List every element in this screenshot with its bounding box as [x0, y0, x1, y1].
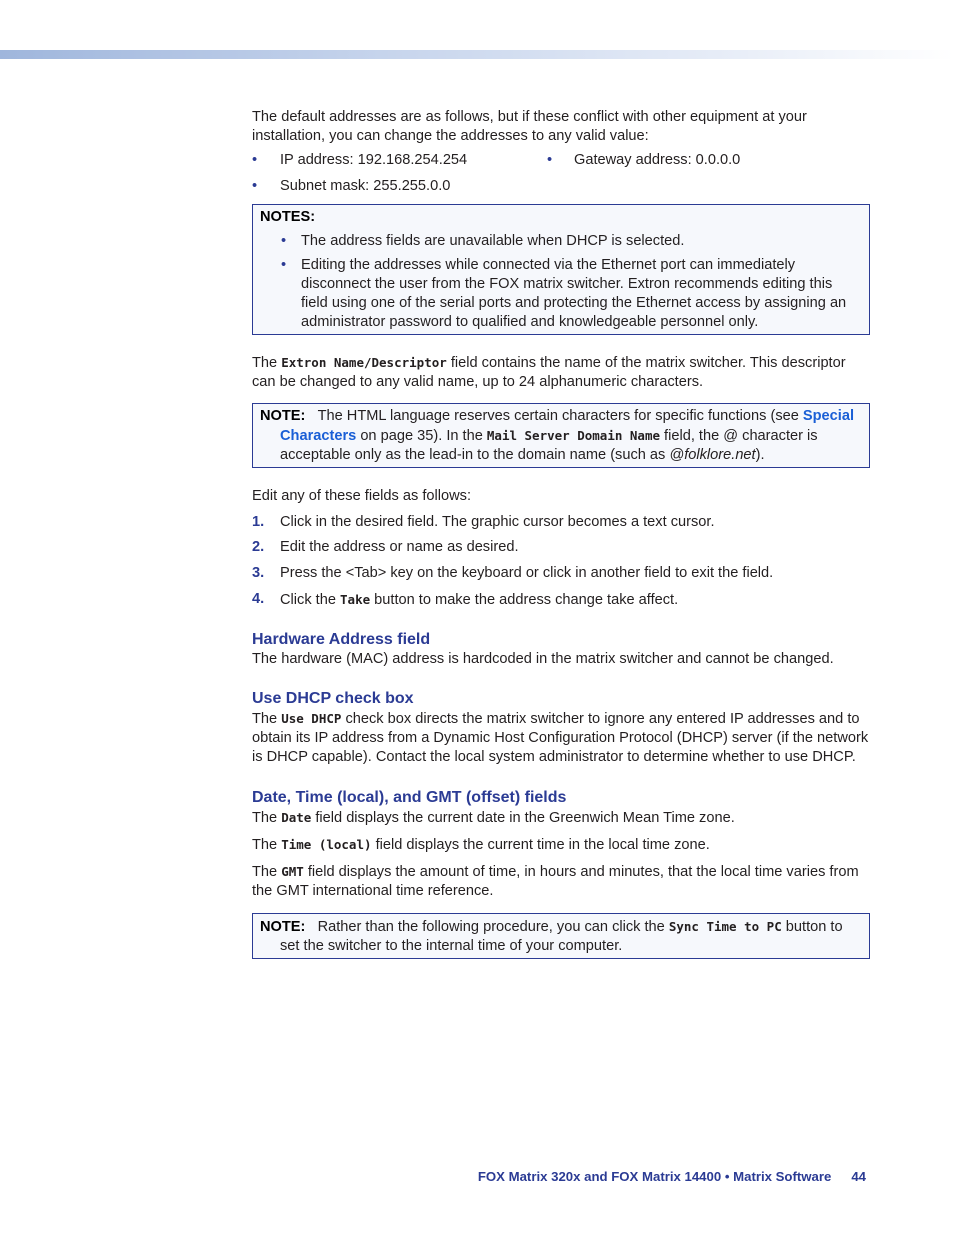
field-name: Take: [340, 592, 371, 607]
date-text: The Date field displays the current date in the Greenwich Mean Time zone.: [252, 810, 735, 826]
step-number: 3.: [252, 565, 265, 581]
field-name: Date: [281, 810, 312, 825]
bullet-icon: •: [547, 152, 553, 168]
defaults-row-1: [252, 151, 870, 170]
step-text: Click in the desired field. The graphic cursor becomes a text cursor.: [280, 514, 715, 530]
step-item: [252, 590, 870, 610]
field-name: Time (local): [281, 837, 372, 852]
intro-paragraph: The default addresses are as follows, but if these conflict with other equipment at your installation, you can change the addresses to any valid value:: [252, 109, 807, 144]
gmt-text: The GMT field displays the amount of time, in hours and minutes, that the local time varies from the GMT international time reference.: [252, 864, 859, 899]
default-ip: IP address: 192.168.254.254: [280, 152, 468, 168]
field-name: Mail Server Domain Name: [486, 428, 660, 443]
field-name: GMT: [281, 864, 304, 879]
dhcp-heading: Use DHCP check box: [252, 690, 414, 707]
note-box-sync-time: NOTE: Rather than the following procedure, you can click the Sync Time to PC button to set the switcher to the internal time of your computer.: [252, 913, 870, 959]
step-item: [252, 513, 870, 532]
note-item: [260, 256, 861, 332]
step-text: Edit the address or name as desired.: [280, 539, 519, 555]
step-item: [252, 564, 870, 583]
note-box-html-chars: NOTE: The HTML language reserves certain characters for specific functions (see Special Characters on page 35). In the Mail Server Domain Name field, the @ character is acceptable only as the lead-in to the domain name (such as @folklore.net).: [252, 403, 870, 468]
hardware-heading: Hardware Address field: [252, 631, 431, 648]
notes-heading: NOTES:: [260, 209, 316, 225]
page-footer: [478, 1167, 866, 1186]
note-item-text: Editing the addresses while connected via the Ethernet port can immediately disconnect the user from the FOX matrix switcher. Extron recommends editing this field using one of the serial ports and protecting the Ethernet access by assigning an administrator password to qualified and knowledgeable personnel only.: [301, 257, 847, 330]
footer-title: FOX Matrix 320x and FOX Matrix 14400 • Matrix Software: [477, 1169, 832, 1184]
step-text: Press the <Tab> key on the keyboard or click in another field to exit the field.: [280, 565, 774, 581]
defaults-row-2: [252, 177, 870, 196]
note-item-text: The address fields are unavailable when DHCP is selected.: [301, 233, 685, 249]
note-heading: NOTE:: [260, 408, 306, 424]
note-item: [260, 232, 861, 251]
hardware-text: The hardware (MAC) address is hardcoded in the matrix switcher and cannot be changed.: [252, 651, 834, 667]
bullet-icon: •: [281, 257, 287, 273]
bullet-icon: •: [281, 233, 287, 249]
page-content: [252, 108, 870, 959]
step-item: [252, 538, 870, 557]
special-characters-link[interactable]: Special Characters: [280, 408, 855, 444]
field-name: Extron Name/Descriptor: [281, 355, 447, 370]
page-number: 44: [851, 1169, 866, 1184]
step-text: Click the Take button to make the address change take affect.: [280, 592, 679, 608]
time-text: The Time (local) field displays the current time in the local time zone.: [252, 837, 710, 853]
bullet-icon: •: [252, 178, 258, 194]
field-name: Use DHCP: [281, 711, 342, 726]
notes-box-addresses: [252, 204, 870, 335]
field-name: Sync Time to PC: [668, 919, 782, 934]
dhcp-text: The Use DHCP check box directs the matrix switcher to ignore any entered IP addresses and to obtain its IP address from a Dynamic Host Configuration Protocol (DHCP) server (if the network is DHCP capable). Contact the local system administrator to determine whether to use DHCP.: [252, 711, 869, 765]
bullet-icon: •: [252, 152, 258, 168]
default-gateway: Gateway address: 0.0.0.0: [574, 152, 741, 168]
default-subnet: Subnet mask: 255.255.0.0: [280, 178, 451, 194]
step-number: 2.: [252, 539, 265, 555]
edit-intro: Edit any of these fields as follows:: [252, 488, 472, 504]
example-domain: @folklore.net: [669, 447, 756, 463]
descriptor-paragraph: The Extron Name/Descriptor field contains the name of the matrix switcher. This descriptor can be changed to any valid name, up to 24 alphanumeric characters.: [252, 355, 846, 390]
header-gradient-bar: [0, 50, 954, 59]
step-number: 1.: [252, 514, 265, 530]
step-number: 4.: [252, 591, 265, 607]
note-heading: NOTE:: [260, 919, 306, 935]
datetime-heading: Date, Time (local), and GMT (offset) fields: [252, 789, 567, 806]
